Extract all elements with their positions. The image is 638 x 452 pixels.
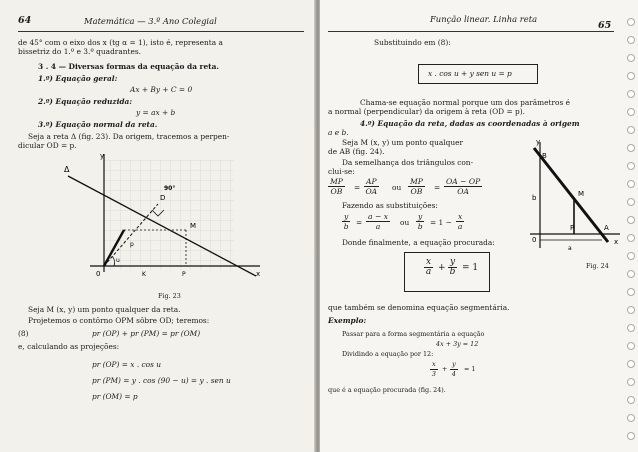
subs-c-den: b [417,222,423,231]
ratio-r1-num: MP [410,177,423,186]
binder-holes [627,18,635,450]
eq-sign-3: = [356,218,363,227]
plus-sign: + [438,263,446,273]
example-title: Exemplo: [328,316,367,325]
fig24-label-small-a: a [568,245,572,252]
ex-frac1 [430,360,438,379]
eq-sign-2: = [434,183,441,192]
ex-eq1: 4x + 3y = 12 [436,340,479,348]
binder-hole [627,198,635,206]
fig24-caption: Fig. 24 [586,262,609,270]
proj1: pr (OP) = x . cos u [92,360,162,369]
proj2: pr (PM) = y . cos (90 − u) = y . sen u [92,376,231,385]
para2-line1: Seja M (x, y) um ponto qualquer da reta. [28,305,181,314]
boxed-frac-y [448,258,457,277]
fig24-label-x: x [614,238,619,246]
label-d: D [160,194,166,202]
item3-line1: Seja a reta Δ (fig. 23). Da origem, tracemos a perpen- [28,132,230,141]
eq-sign-1: = [354,183,361,192]
ex-line1: Passar para a forma segmentária a equação [342,330,485,338]
ex-frac1-num: x [432,360,436,368]
subs-intro: Fazendo as substituições: [342,201,438,210]
binder-hole [627,54,635,62]
binder-hole [627,162,635,170]
label-m: M [190,222,197,230]
subs-c [416,212,424,231]
binder-hole [627,90,635,98]
label-k: K [142,271,146,278]
subs-c-rest: = 1 − [430,218,452,227]
label-big-p: P [182,271,186,278]
ou-word-2: ou [400,218,410,227]
label-origin: 0 [96,270,101,278]
ratio-lhs-num: MP [330,177,343,186]
item4-line2: de AB (fig. 24). [328,147,385,156]
subs-d-den: a [457,222,463,231]
para1-line1: de 45° com o eixo dos x (tg α = 1), isto é, representa a [18,38,223,47]
ex-plus: + [442,365,448,373]
left-page-header: Matemática — 3.º Ano Colegial [84,16,217,26]
binder-hole [627,270,635,278]
boxed-eq2-rest: = 1 [462,263,479,273]
ratio-r1 [408,177,425,196]
binder-hole [627,324,635,332]
label-p: p [130,241,134,248]
subs-c-num: y [418,212,423,221]
binder-hole [627,72,635,80]
header-rule [18,31,304,32]
calc-intro: e, calculando as projeções: [18,342,120,351]
binder-hole [627,252,635,260]
boxed-frac-y-num: y [450,257,456,267]
fig23-caption: Fig. 23 [158,292,181,300]
item1-equation: Ax + By + C = 0 [130,85,193,94]
binder-hole [627,360,635,368]
binder-hole [627,306,635,314]
binder-hole [627,414,635,422]
subs-b [366,212,390,231]
subs-d-num: x [458,212,463,221]
sim-line1: Da semelhança dos triângulos con- [342,158,474,167]
right-page-header: Função linear. Linha reta [430,14,538,24]
proj3: pr (OM) = p [92,392,138,401]
ratio-mid-den: OA [365,187,378,196]
boxed-eq1: x . cos u + y sen u = p [428,69,512,78]
ratio-r2 [444,177,482,196]
binder-hole [627,234,635,242]
section-title: 3 . 4 — Diversas formas da equação da reta. [38,62,219,71]
binder-hole [627,432,635,440]
ratio-r2-den: OA [457,187,469,196]
ex-frac2-den: 4 [451,370,456,378]
item4-line1: Seja M (x, y) um ponto qualquer [342,138,464,147]
binder-hole [627,378,635,386]
fig24-label-a: A [604,224,609,232]
subs-d [456,212,464,231]
final-intro: Donde finalmente, a equação procurada: [342,238,495,247]
fig24-label-small-b: b [532,194,537,202]
ratio-mid-num: AP [366,177,377,186]
item2-equation: y = ax + b [136,108,176,117]
normal-line2: a normal (perpendicular) da origem à reta (OD = p). [328,107,525,116]
boxed-frac-x-den: a [425,267,432,277]
para1-line2: bissetriz do 1.º e 3.º quadrantes. [18,47,141,56]
label-u: u [116,257,120,264]
item1-title: 1.º) Equação geral: [38,74,118,83]
item2-title: 2.º) Equação reduzida: [38,97,133,106]
ratio-r2-num: OA − OP [446,177,481,186]
binder-hole [627,216,635,224]
figure-24 [524,138,624,258]
ex-eq2-rest: = 1 [464,365,476,373]
figure-23 [60,150,270,290]
subs-a-den: b [343,222,349,231]
subs-b-den: a [375,222,381,231]
left-page-number: 64 [18,15,32,26]
label-y: y [100,152,105,160]
label-delta: Δ [64,165,70,174]
label-x: x [256,270,261,278]
subst-line: Substituindo em (8): [374,38,451,47]
binder-hole [627,144,635,152]
binder-hole [627,342,635,350]
fig24-label-m: M [578,190,585,198]
right-page-number: 65 [598,20,612,31]
binder-hole [627,36,635,44]
item3-title: 3.º) Equação normal da reta. [38,120,158,129]
ratio-lhs-den: OB [330,187,343,196]
fig24-label-b: B [542,152,547,160]
boxed-frac-y-den: b [449,267,456,277]
binder-hole [627,18,635,26]
eq8: pr (OP) + pr (PM) = pr (OM) [92,329,201,338]
subs-b-num: a − x [368,212,389,221]
fig24-label-y: y [536,138,541,146]
ratio-mid [364,177,379,196]
label-angle: 90° [164,185,176,192]
boxed-frac-x [424,258,433,277]
fig24-label-origin: 0 [532,236,537,244]
eq8-label: (8) [18,329,29,338]
para2-line2: Projetemos o contôrno OPM sôbre OD; teremos: [28,316,210,325]
ratio-r1-den: OB [410,187,423,196]
binder-hole [627,126,635,134]
ex-frac2 [450,360,458,379]
normal-line1: Chama-se equação normal porque um dos parâmetros é [360,98,571,107]
item3-line2: dicular OD = p. [18,141,77,150]
header-rule-right [328,31,614,32]
binder-hole [627,288,635,296]
ex-frac2-num: y [452,360,456,368]
subs-a-num: y [344,212,349,221]
right-page [320,0,638,452]
item4-cont: a e b. [328,128,349,137]
binder-hole [627,108,635,116]
ex-frac1-den: 3 [431,370,436,378]
sim-line2: clui-se: [328,167,355,176]
left-page [0,0,316,452]
binder-hole [627,180,635,188]
ex-final: que é a equação procurada (fig. 24). [328,386,446,394]
binder-hole [627,396,635,404]
item4-title: 4.º) Equação da reta, dadas as coordenadas à origem [360,119,580,128]
fig24-label-p: P [570,224,575,232]
subs-a [342,212,350,231]
ou-word: ou [392,183,402,192]
boxed-frac-x-num: x [426,257,432,267]
ex-line2: Dividindo a equação por 12: [342,350,434,358]
ratio-lhs [328,177,345,196]
segment-line: que também se denomina equação segmentária. [328,303,510,312]
